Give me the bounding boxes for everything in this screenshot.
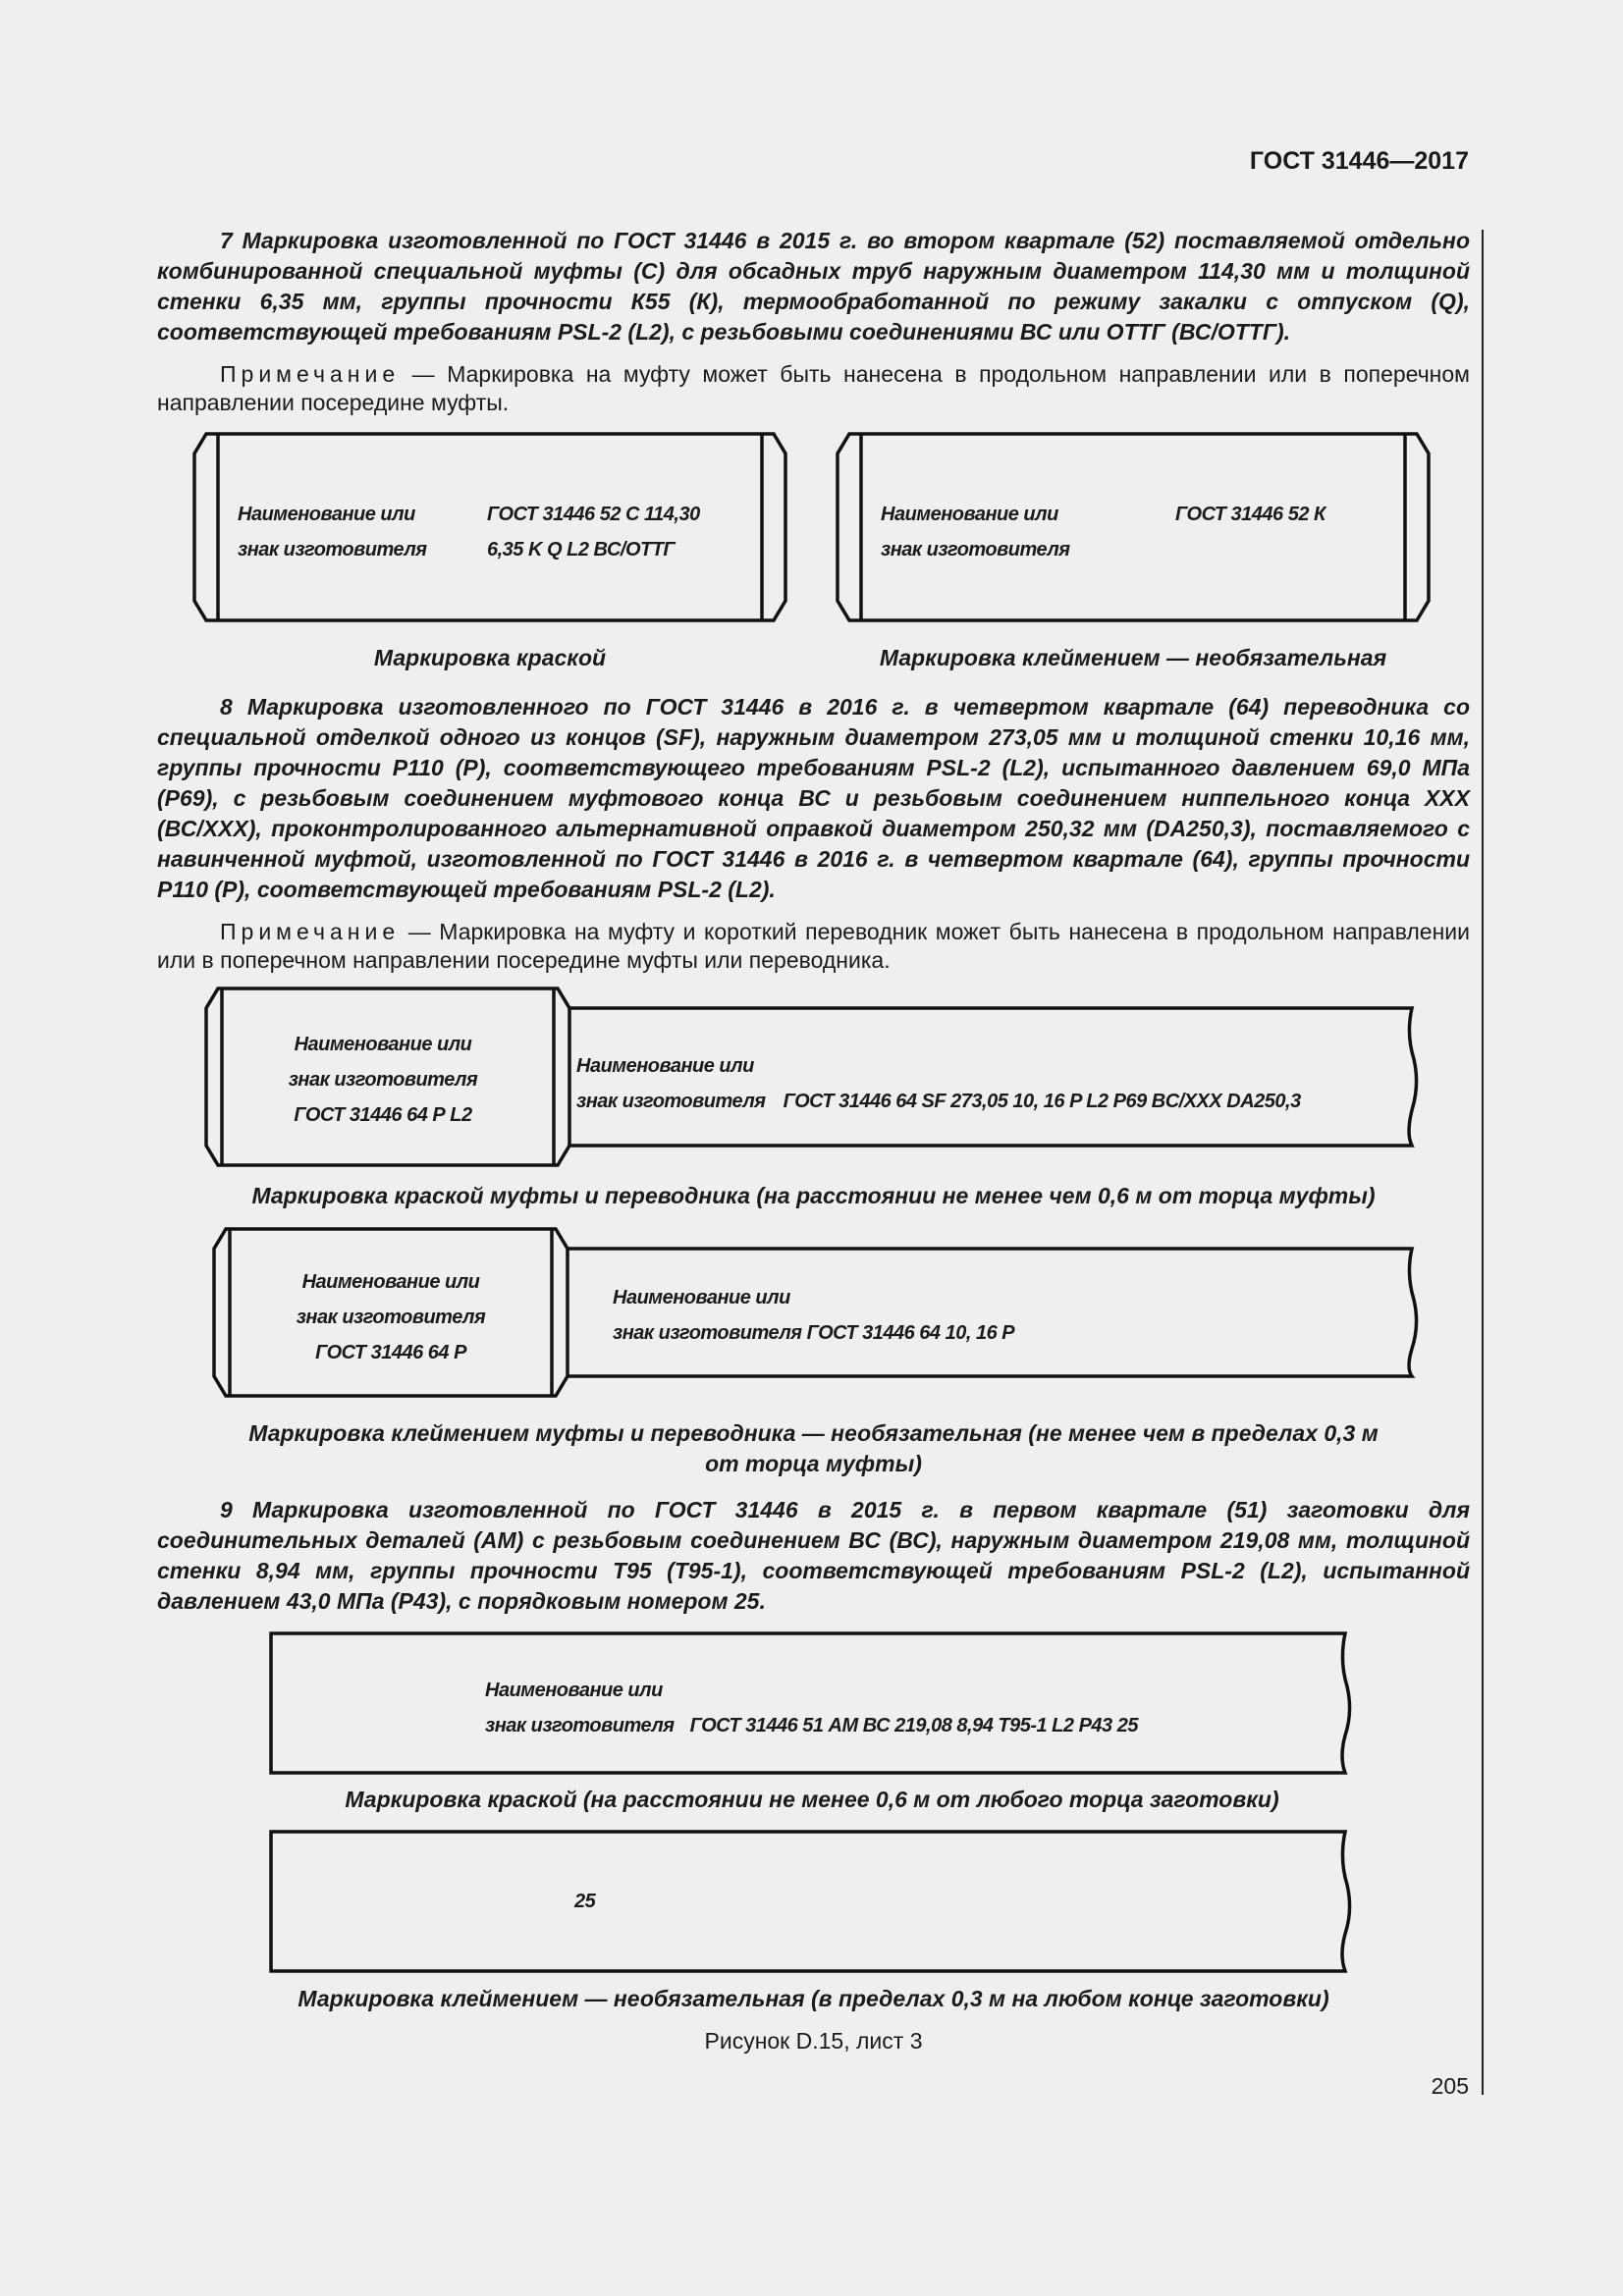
caption-line: Маркировка клеймением муфты и переводника — необязательная (не менее чем в пределах 0,3 м — [248, 1420, 1379, 1446]
blank-line: Наименование или — [485, 1680, 663, 1701]
sub-maker: знак изготовителя — [576, 1091, 766, 1112]
note-2 — [157, 918, 1470, 975]
fig2-caption: Маркировка краской муфты и переводника (на расстоянии не менее чем 0,6 м от торца муфты) — [251, 1183, 1376, 1208]
fig1-right-caption: Маркировка клеймением — необязательная — [879, 645, 1387, 670]
standard-number: ГОСТ 31446—2017 — [1249, 147, 1469, 175]
coupling-line: знак изготовителя — [288, 1069, 478, 1091]
fig1-left-caption: Маркировка краской — [373, 645, 607, 670]
fig2-coupling-text — [228, 1027, 538, 1133]
sub-mark: ГОСТ 31446 64 SF 273,05 10, 16 P L2 P69 BC/XXX DA250,3 — [783, 1091, 1301, 1112]
coupling-line: ГОСТ 31446 64 Р — [315, 1342, 466, 1363]
blank-maker: знак изготовителя — [485, 1715, 675, 1736]
coupling-line: знак изготовителя — [296, 1307, 486, 1328]
coupling-line: Наименование или — [301, 1271, 480, 1293]
paragraph-7 — [157, 226, 1470, 347]
figure-title: Рисунок D.15, лист 3 — [704, 2028, 923, 2054]
fig5-mark: 25 — [574, 1891, 596, 1912]
sub-line: Наименование или — [576, 1055, 754, 1077]
paragraph-8-text: 8 Маркировка изготовленного по ГОСТ 31446 в 2016 г. в четвертом квартале (64) переводника со специальной отделкой одного из концов (SF), наружным диаметром 273,05 мм и толщиной стенки 10,16 мм, группы прочности Р110 (Р), соответствующего требованиям PSL-2 (L2), испытанного давлением 69,0 МПа (Р69), с резьбовым соединением муфтового конца ВС и резьбовым соединением ниппельного конца XXX (ВС/XXX), проконтролированного альтернативной оправкой диаметром 250,32 мм (DA250,3), поставляемого с навинченной муфтой, изготовленной по ГОСТ 31446 в 2016 г. в четвертом квартале (64), группы прочности Р110 (Р), соответствующей требованиям PSL-2 (L2). — [157, 694, 1470, 902]
blank-outline-stamp — [269, 1830, 1355, 1975]
blank-mark: ГОСТ 31446 51 АМ ВС 219,08 8,94 Т95-1 L2 Р43 25 — [689, 1715, 1138, 1736]
right-margin-rule — [1482, 230, 1484, 2095]
note-1-label: Примечание — [220, 361, 401, 387]
sub-line: знак изготовителя ГОСТ 31446 64 10, 16 Р — [613, 1322, 1015, 1344]
sub-line: Наименование или — [613, 1287, 790, 1308]
fig5-caption: Маркировка клеймением — необязательная (в пределах 0,3 м на любом конце заготовки) — [298, 1986, 1329, 2011]
sub-line — [576, 1084, 1301, 1119]
paragraph-9 — [157, 1495, 1470, 1617]
blank-line — [485, 1708, 1138, 1743]
fig1-left-maker — [238, 497, 427, 567]
fig1-right-mark: ГОСТ 31446 52 К — [1175, 504, 1325, 525]
mark-line: 6,35 K Q L2 ВС/ОТТГ — [487, 539, 676, 561]
caption-line: от торца муфты) — [705, 1451, 922, 1476]
fig2-sub-text — [576, 1048, 1301, 1119]
note-2-text: — Маркировка на муфту и короткий переводник может быть нанесена в продольном направлении или в поперечном направлении посередине муфты или переводника. — [157, 919, 1470, 973]
maker-line: знак изготовителя — [238, 539, 427, 561]
coupling-line: ГОСТ 31446 64 Р L2 — [294, 1104, 472, 1126]
mark-line: ГОСТ 31446 52 C 114,30 — [487, 504, 700, 525]
maker-line: Наименование или — [881, 504, 1058, 525]
fig3-coupling-text — [236, 1264, 546, 1370]
fig3-sub-text — [613, 1280, 1014, 1351]
note-1-text: — Маркировка на муфту может быть нанесена в продольном направлении или в поперечном направлении посередине муфты. — [157, 361, 1470, 415]
paragraph-8 — [157, 692, 1470, 905]
fig4-caption: Маркировка краской (на расстоянии не менее 0,6 м от любого торца заготовки) — [345, 1787, 1279, 1812]
paragraph-7-text: 7 Маркировка изготовленной по ГОСТ 31446 в 2015 г. во втором квартале (52) поставляемой отдельно комбинированной специальной муфты (C) для обсадных труб наружным диаметром 114,30 мм и толщиной стенки 6,35 мм, группы прочности К55 (К), термообработанной по режиму закалки с отпуском (Q), соответствующей требованиям PSL-2 (L2), с резьбовыми соединениями ВС или ОТТГ (ВС/ОТТГ). — [157, 228, 1470, 345]
fig3-caption — [157, 1418, 1470, 1479]
fig1-left-mark — [487, 497, 700, 567]
maker-line: Наименование или — [238, 504, 415, 525]
fig4-text — [485, 1673, 1138, 1743]
coupling-line: Наименование или — [294, 1034, 472, 1055]
maker-line: знак изготовителя — [881, 539, 1070, 561]
paragraph-9-text: 9 Маркировка изготовленной по ГОСТ 31446 в 2015 г. в первом квартале (51) заготовки для соединительных деталей (AM) с резьбовым соединением ВС (ВС), наружным диаметром 219,08 мм, толщиной стенки 8,94 мм, группы прочности Т95 (Т95-1), соответствующей требованиям PSL-2 (L2), испытанной давлением 43,0 МПа (Р43), с порядковым номером 25. — [157, 1497, 1470, 1614]
note-2-label: Примечание — [220, 919, 401, 944]
fig1-right-maker — [881, 497, 1070, 567]
page-number: 205 — [1431, 2073, 1469, 2099]
note-1 — [157, 360, 1470, 417]
